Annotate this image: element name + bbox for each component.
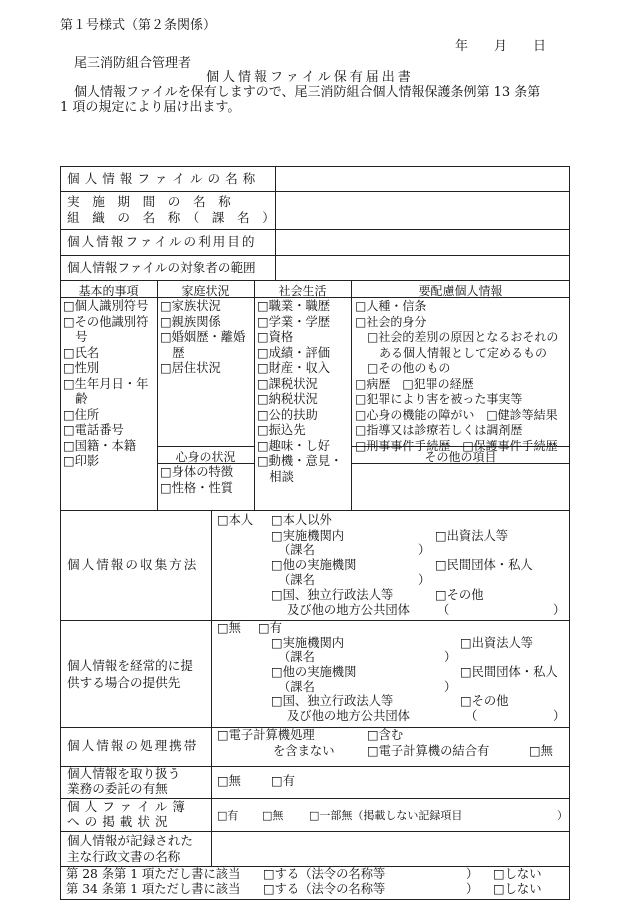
checkbox-item[interactable]: □氏名	[63, 345, 100, 360]
basic-items-list	[63, 299, 148, 470]
checkbox-item[interactable]: □性別	[63, 361, 100, 375]
checkbox-item[interactable]: □資格	[257, 330, 294, 344]
checkbox-item[interactable]: □個人識別符号	[63, 299, 149, 313]
provide-ka-close: ）	[444, 650, 457, 664]
checkbox-item[interactable]: □婚姻歴・離婚	[160, 330, 246, 344]
art28-do-checkbox[interactable]: □する（法令の名称等	[263, 867, 386, 881]
family-list	[160, 299, 245, 377]
collect-nation-checkbox[interactable]: □国、独立行政法人等	[271, 588, 394, 602]
checkbox-item[interactable]: □その他のもの	[355, 361, 451, 375]
provide-label-1: 個人情報を経常的に提	[67, 658, 193, 673]
checkbox-item[interactable]: □社会的差別の原因となるおそれの	[355, 330, 559, 344]
mind-list	[160, 465, 233, 496]
checkbox-item[interactable]: □社会的身分	[355, 314, 427, 329]
entrust-none-checkbox[interactable]: □無	[217, 774, 241, 788]
checkbox-item[interactable]: □その他識別符	[63, 314, 149, 329]
art28-close: ）	[466, 867, 479, 881]
provide-other-checkbox[interactable]: □その他	[460, 694, 509, 708]
row-divider	[60, 620, 570, 621]
row-divider	[60, 727, 570, 728]
register-close: ）	[557, 809, 568, 822]
org-name-label-2: 組 織 の 名 称 （ 課 名 ）	[67, 210, 275, 225]
provide-other-close: ）	[553, 709, 566, 723]
provide-ka-label: （課名	[278, 680, 315, 694]
process-label: 個人情報の処理携帯	[67, 738, 199, 753]
checkbox-item[interactable]: □学業・学歴	[257, 314, 331, 329]
basic-items-header: 基本的事項	[78, 284, 139, 298]
recipient: 尾三消防組合管理者	[74, 56, 192, 71]
computer-link-checkbox[interactable]: □電子計算機の結合有	[367, 744, 490, 758]
mind-header: 心身の状況	[175, 450, 236, 464]
checkbox-item[interactable]: □指導又は診療若しくは調剤歴	[355, 423, 523, 437]
page-title: 個人情報ファイル保有届出書	[206, 70, 414, 85]
art28-label: 第 28 条第 1 項ただし書に該当	[66, 867, 241, 881]
list-item: 齢	[63, 392, 88, 406]
provide-impl-checkbox[interactable]: □実施機関内	[271, 636, 345, 650]
art34-not-checkbox[interactable]: □しない	[493, 882, 542, 896]
art34-label: 第 34 条第 1 項ただし書に該当	[66, 882, 241, 896]
computer-checkbox[interactable]: □電子計算機処理	[217, 728, 315, 742]
collect-invest-checkbox[interactable]: □出資法人等	[435, 529, 509, 543]
register-none-checkbox[interactable]: □無	[262, 809, 284, 822]
list-item: 歴	[160, 345, 185, 360]
checkbox-item[interactable]: □振込先	[257, 423, 306, 437]
provide-nation-checkbox[interactable]: □国、独立行政法人等	[271, 694, 394, 708]
checkbox-item[interactable]: □動機・意見・	[257, 454, 343, 468]
col-divider	[211, 510, 212, 866]
register-yes-checkbox[interactable]: □有	[217, 809, 239, 822]
checkbox-item[interactable]: □性格・性質	[160, 480, 234, 495]
process-none-checkbox[interactable]: □無	[529, 744, 553, 758]
checkbox-item[interactable]: □財産・収入	[257, 361, 331, 375]
checkbox-item[interactable]: □心身の機能の障がい □健診等結果	[355, 407, 558, 422]
checkbox-item[interactable]: □病歴 □犯罪の経歴	[355, 376, 474, 391]
col-divider	[254, 280, 255, 510]
collect-nation-label-2: 及び他の地方公共団体	[287, 603, 410, 617]
checkbox-item[interactable]: □課税状況	[257, 376, 318, 391]
provide-other-impl-checkbox[interactable]: □他の実施機関	[271, 665, 357, 679]
purpose-field[interactable]	[276, 230, 569, 254]
collect-other-checkbox[interactable]: □その他	[435, 588, 484, 602]
docs-label-1: 個人情報が記録された	[67, 833, 193, 848]
org-name-field[interactable]	[276, 192, 569, 228]
org-name-label-1: 実 施 期 間 の 名 称	[67, 194, 231, 209]
checkbox-item[interactable]: □生年月日・年	[63, 376, 149, 391]
checkbox-item[interactable]: □人種・信条	[355, 299, 427, 313]
collect-self-checkbox[interactable]: □本人	[217, 513, 254, 527]
collect-other-close: ）	[553, 603, 566, 617]
checkbox-item[interactable]: □成績・評価	[257, 345, 331, 360]
row-divider	[157, 446, 254, 447]
care-info-header: 要配慮個人情報	[418, 284, 503, 298]
checkbox-item[interactable]: □職業・職歴	[257, 299, 331, 313]
other-items-header: その他の項目	[424, 450, 497, 464]
family-header: 家庭状況	[181, 284, 230, 298]
checkbox-item[interactable]: □親族関係	[160, 314, 221, 329]
date-field: 年 月 日	[455, 39, 547, 54]
provide-private-checkbox[interactable]: □民間団体・私人	[460, 665, 558, 679]
list-item: 相談	[257, 469, 294, 484]
collect-ka-label: （課名	[278, 543, 315, 557]
docs-label-2: 主な行政文書の名称	[67, 849, 181, 864]
collect-not-self-checkbox[interactable]: □本人以外	[271, 513, 332, 527]
docs-field[interactable]	[212, 832, 569, 865]
row-divider	[60, 280, 570, 281]
provide-invest-checkbox[interactable]: □出資法人等	[460, 636, 534, 650]
collect-impl-checkbox[interactable]: □実施機関内	[271, 529, 345, 543]
subject-label: 個人情報ファイルの対象者の範囲	[67, 260, 256, 275]
collect-other-impl-checkbox[interactable]: □他の実施機関	[271, 558, 357, 572]
provide-none-checkbox[interactable]: □無	[217, 621, 241, 635]
intro-line-1: 個人情報ファイルを保有しますので、尾三消防組合個人情報保護条例第 13 条第	[74, 85, 541, 100]
subject-field[interactable]	[276, 256, 569, 280]
register-label-2: への掲載状況	[67, 814, 173, 829]
provide-ka-label: （課名	[278, 650, 315, 664]
not-include-label: を含まない	[273, 744, 335, 758]
art28-not-checkbox[interactable]: □しない	[493, 867, 542, 881]
provide-yes-checkbox[interactable]: □有	[258, 621, 282, 635]
checkbox-item[interactable]: □身体の特徴	[160, 465, 234, 479]
collect-method-label: 個人情報の収集方法	[67, 557, 199, 572]
entrust-label-1: 個人情報を取り扱う	[67, 766, 181, 781]
care-info-list	[355, 299, 558, 454]
collect-private-checkbox[interactable]: □民間団体・私人	[435, 558, 533, 572]
entrust-label-2: 業務の委託の有無	[67, 781, 168, 796]
checkbox-item[interactable]: □家族状況	[160, 299, 221, 313]
entrust-yes-checkbox[interactable]: □有	[271, 774, 295, 788]
art34-do-checkbox[interactable]: □する（法令の名称等	[263, 882, 386, 896]
checkbox-item[interactable]: □刑事事件手続歴 □保護事件手続歴	[355, 438, 558, 453]
row-divider	[60, 510, 570, 511]
col-divider	[351, 280, 352, 510]
checkbox-item[interactable]: □趣味・し好	[257, 438, 331, 453]
checkbox-item[interactable]: □電話番号	[63, 423, 124, 437]
checkbox-item[interactable]: □公的扶助	[257, 407, 318, 422]
social-header: 社会生活	[278, 284, 327, 298]
list-item: 号	[63, 330, 88, 344]
checkbox-item[interactable]: □居住状況	[160, 361, 221, 375]
checkbox-item[interactable]: □納税状況	[257, 392, 318, 406]
register-label-1: 個人ファイル簿	[67, 799, 190, 814]
social-list	[257, 299, 342, 485]
list-item: ある個人情報として定めるもの	[355, 345, 548, 360]
collect-ka-close: ）	[418, 543, 431, 557]
file-name-label: 個人情報ファイルの名称	[67, 171, 261, 186]
provide-label-2: 供する場合の提供先	[67, 675, 181, 690]
register-partial-checkbox[interactable]: □一部無（掲載しない記録項目	[309, 809, 463, 822]
checkbox-item[interactable]: □犯罪により害を被った事実等	[355, 392, 523, 406]
form-number: 第１号様式（第２条関係）	[60, 18, 217, 33]
checkbox-item[interactable]: □住所	[63, 407, 100, 422]
art34-close: ）	[466, 882, 479, 896]
provide-ka-close: ）	[444, 680, 457, 694]
collect-ka-close: ）	[418, 573, 431, 587]
collect-other-open: （	[437, 603, 450, 617]
checkbox-item[interactable]: □国籍・本籍	[63, 438, 137, 453]
intro-line-2: 1 項の規定により届け出ます。	[60, 100, 241, 115]
col-divider	[157, 280, 158, 510]
provide-nation-label-2: 及び他の地方公共団体	[287, 709, 410, 723]
purpose-label: 個人情報ファイルの利用目的	[67, 234, 257, 249]
provide-other-open: （	[465, 709, 478, 723]
include-checkbox[interactable]: □含む	[367, 728, 404, 742]
checkbox-item[interactable]: □印影	[63, 454, 100, 468]
file-name-field[interactable]	[276, 167, 569, 191]
collect-ka-label: （課名	[278, 573, 315, 587]
